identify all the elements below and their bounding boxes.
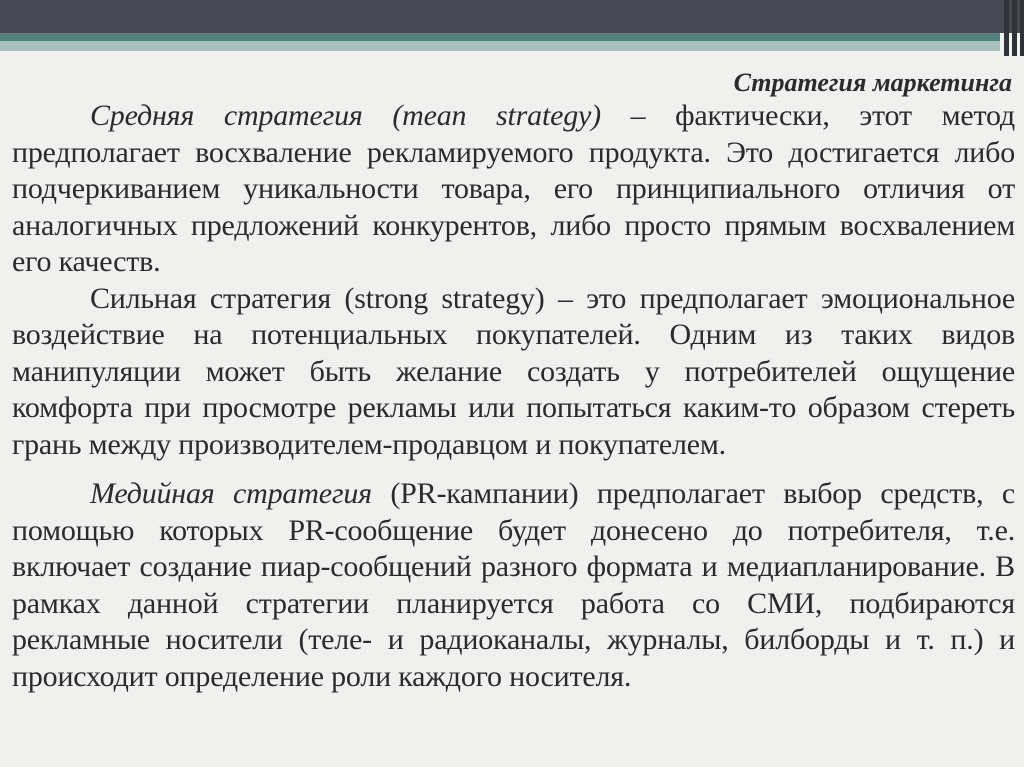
right-edge-stripe — [1004, 0, 1009, 56]
paragraph-mean-strategy — [12, 98, 1015, 281]
header-accent-bar — [0, 33, 1000, 41]
header-light-bar — [0, 41, 1000, 51]
term-media-strategy: Медийная стратегия — [90, 477, 372, 510]
paragraph-text: – фактически, этот метод предполагает восхваление рекламируемого продукта. Это достигается либо подчеркиванием уникальности товара, его принципиального отличия от аналогичных предложений конкурентов, либо просто прямым восхвалением его качеств. — [12, 99, 1015, 278]
paragraph-text: (PR-кампании) предполагает выбор средств, с помощью которых PR-сообщение будет донесено до потребителя, т.е. включает создание пиар-сообщений разного формата и медиапланирование. В рамках данной стратегии планируется работа со СМИ, подбираются рекламные носители (теле- и радиоканалы, журналы, билборды и т. п.) и происходит определение роли каждого носителя. — [12, 477, 1015, 693]
slide-title: Стратегия маркетинга — [733, 68, 1012, 97]
term-mean-strategy: Средняя стратегия (mean strategy) — [90, 99, 601, 132]
slide-body — [12, 98, 1015, 695]
right-edge-stripe — [1020, 0, 1024, 56]
paragraph-strong-strategy — [12, 281, 1015, 464]
right-edge-stripe — [1012, 0, 1017, 56]
paragraph-text: Сильная стратегия (strong strategy) – это предполагает эмоциональное воздействие на потенциальных покупателей. Одним из таких видов манипуляции может быть желание создать у потребителей ощущение комфорта при просмотре рекламы или попытаться каким-то образом стереть грань между производителем-продавцом и покупателем. — [12, 281, 1015, 461]
header-band — [0, 0, 1024, 33]
paragraph-media-strategy — [12, 476, 1015, 695]
